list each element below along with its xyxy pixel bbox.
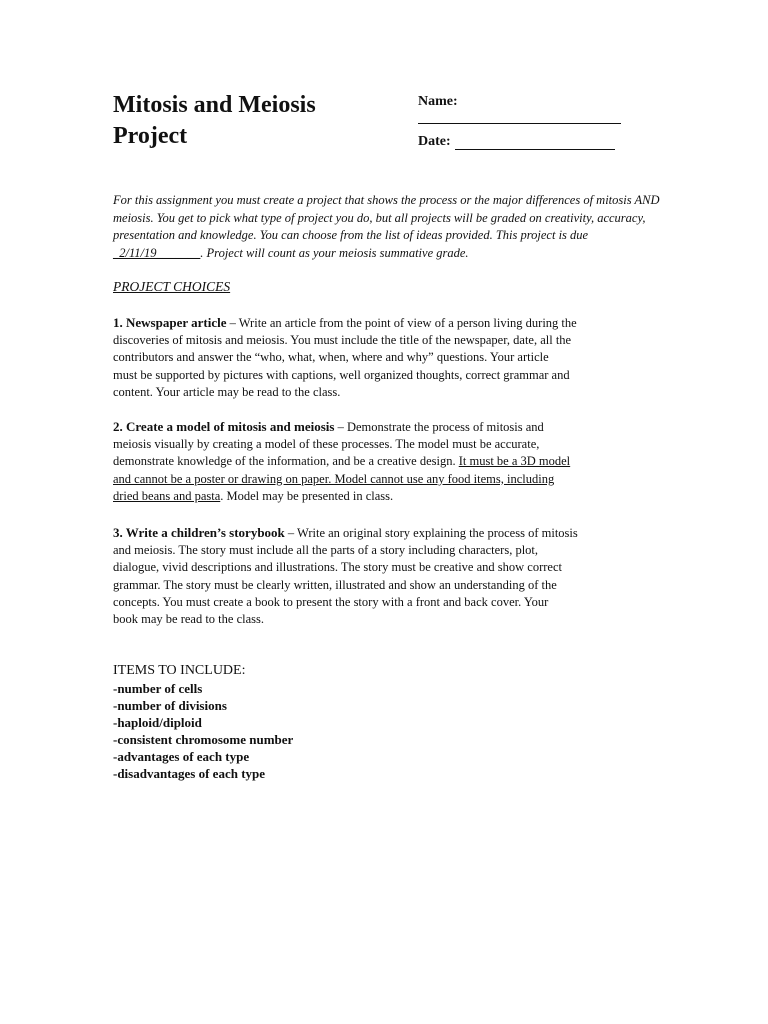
name-field-line <box>418 113 621 124</box>
items-heading: ITEMS TO INCLUDE: <box>113 663 246 678</box>
title-line-2: Project <box>113 123 188 149</box>
choice-model: 2. Create a model of mitosis and meiosis – Demonstrate the process of mitosis and meiosis visually by creating a model of these processes. The model must be accurate, demonstrate knowledge of the information, and be a creative design. It must be a 3D model and cannot be a poster or drawing on paper. Model cannot use any food items, including dried beans and pasta. Model may be presented in class. <box>113 418 658 505</box>
date-field-line <box>455 136 615 150</box>
model-requirement: It must be a 3D model <box>458 454 571 469</box>
choice-title: 3. Write a children’s storybook <box>113 525 285 540</box>
intro-line: meiosis. You get to pick what type of project you do, but all projects will be graded on creativity, accuracy, <box>113 210 646 225</box>
items-to-include <box>113 662 293 782</box>
choice-title: 2. Create a model of mitosis and meiosis <box>113 419 335 434</box>
due-date: _2/11/19_______ <box>113 245 201 260</box>
assignment-intro <box>113 192 660 262</box>
list-item: -disadvantages of each type <box>113 766 266 781</box>
intro-line: presentation and knowledge. You can choose from the list of ideas provided. This project is due <box>113 228 589 242</box>
intro-line <box>113 245 653 263</box>
intro-line: For this assignment you must create a project that shows the process or the major differences of mitosis AND <box>113 193 660 207</box>
list-item: -advantages of each type <box>113 749 250 764</box>
project-choices-heading: PROJECT CHOICES <box>113 279 231 294</box>
list-item: -consistent chromosome number <box>113 732 294 747</box>
name-date-block <box>418 92 628 150</box>
page-title <box>113 90 393 152</box>
list-item: -number of cells <box>113 681 203 696</box>
list-item: -haploid/diploid <box>113 715 202 730</box>
model-requirement: dried beans and pasta <box>113 488 221 503</box>
choice-storybook: 3. Write a children’s storybook – Write an original story explaining the process of mitosis and meiosis. The story must include all the parts of a story including characters, plot, dialogue, vivid descriptions and illustrations. The story must be creative and show correct grammar. The story must be clearly written, illustrated and show an understanding of the concepts. You must create a book to present the story with a front and back cover. Your book may be read to the class. <box>113 525 578 627</box>
choice-title: 1. Newspaper article <box>113 315 227 330</box>
name-label: Name: <box>418 94 458 109</box>
list-item: -number of divisions <box>113 698 227 713</box>
title-line-1: Mitosis and Meiosis <box>113 92 316 118</box>
intro-line-tail: . Project will count as your meiosis summative grade. <box>200 245 469 260</box>
date-label: Date: <box>418 134 451 149</box>
choice-newspaper-article: 1. Newspaper article – Write an article from the point of view of a person living during the discoveries of mitosis and meiosis. You must include the title of the newspaper, date, all the contributors and answer the “who, what, when, where and why” questions. Your article must be supported by pictures with captions, well organized thoughts, correct grammar and content. Your article may be read to the class. <box>113 315 577 399</box>
model-requirement: and cannot be a poster or drawing on paper. Model cannot use any food items, including <box>113 471 555 486</box>
